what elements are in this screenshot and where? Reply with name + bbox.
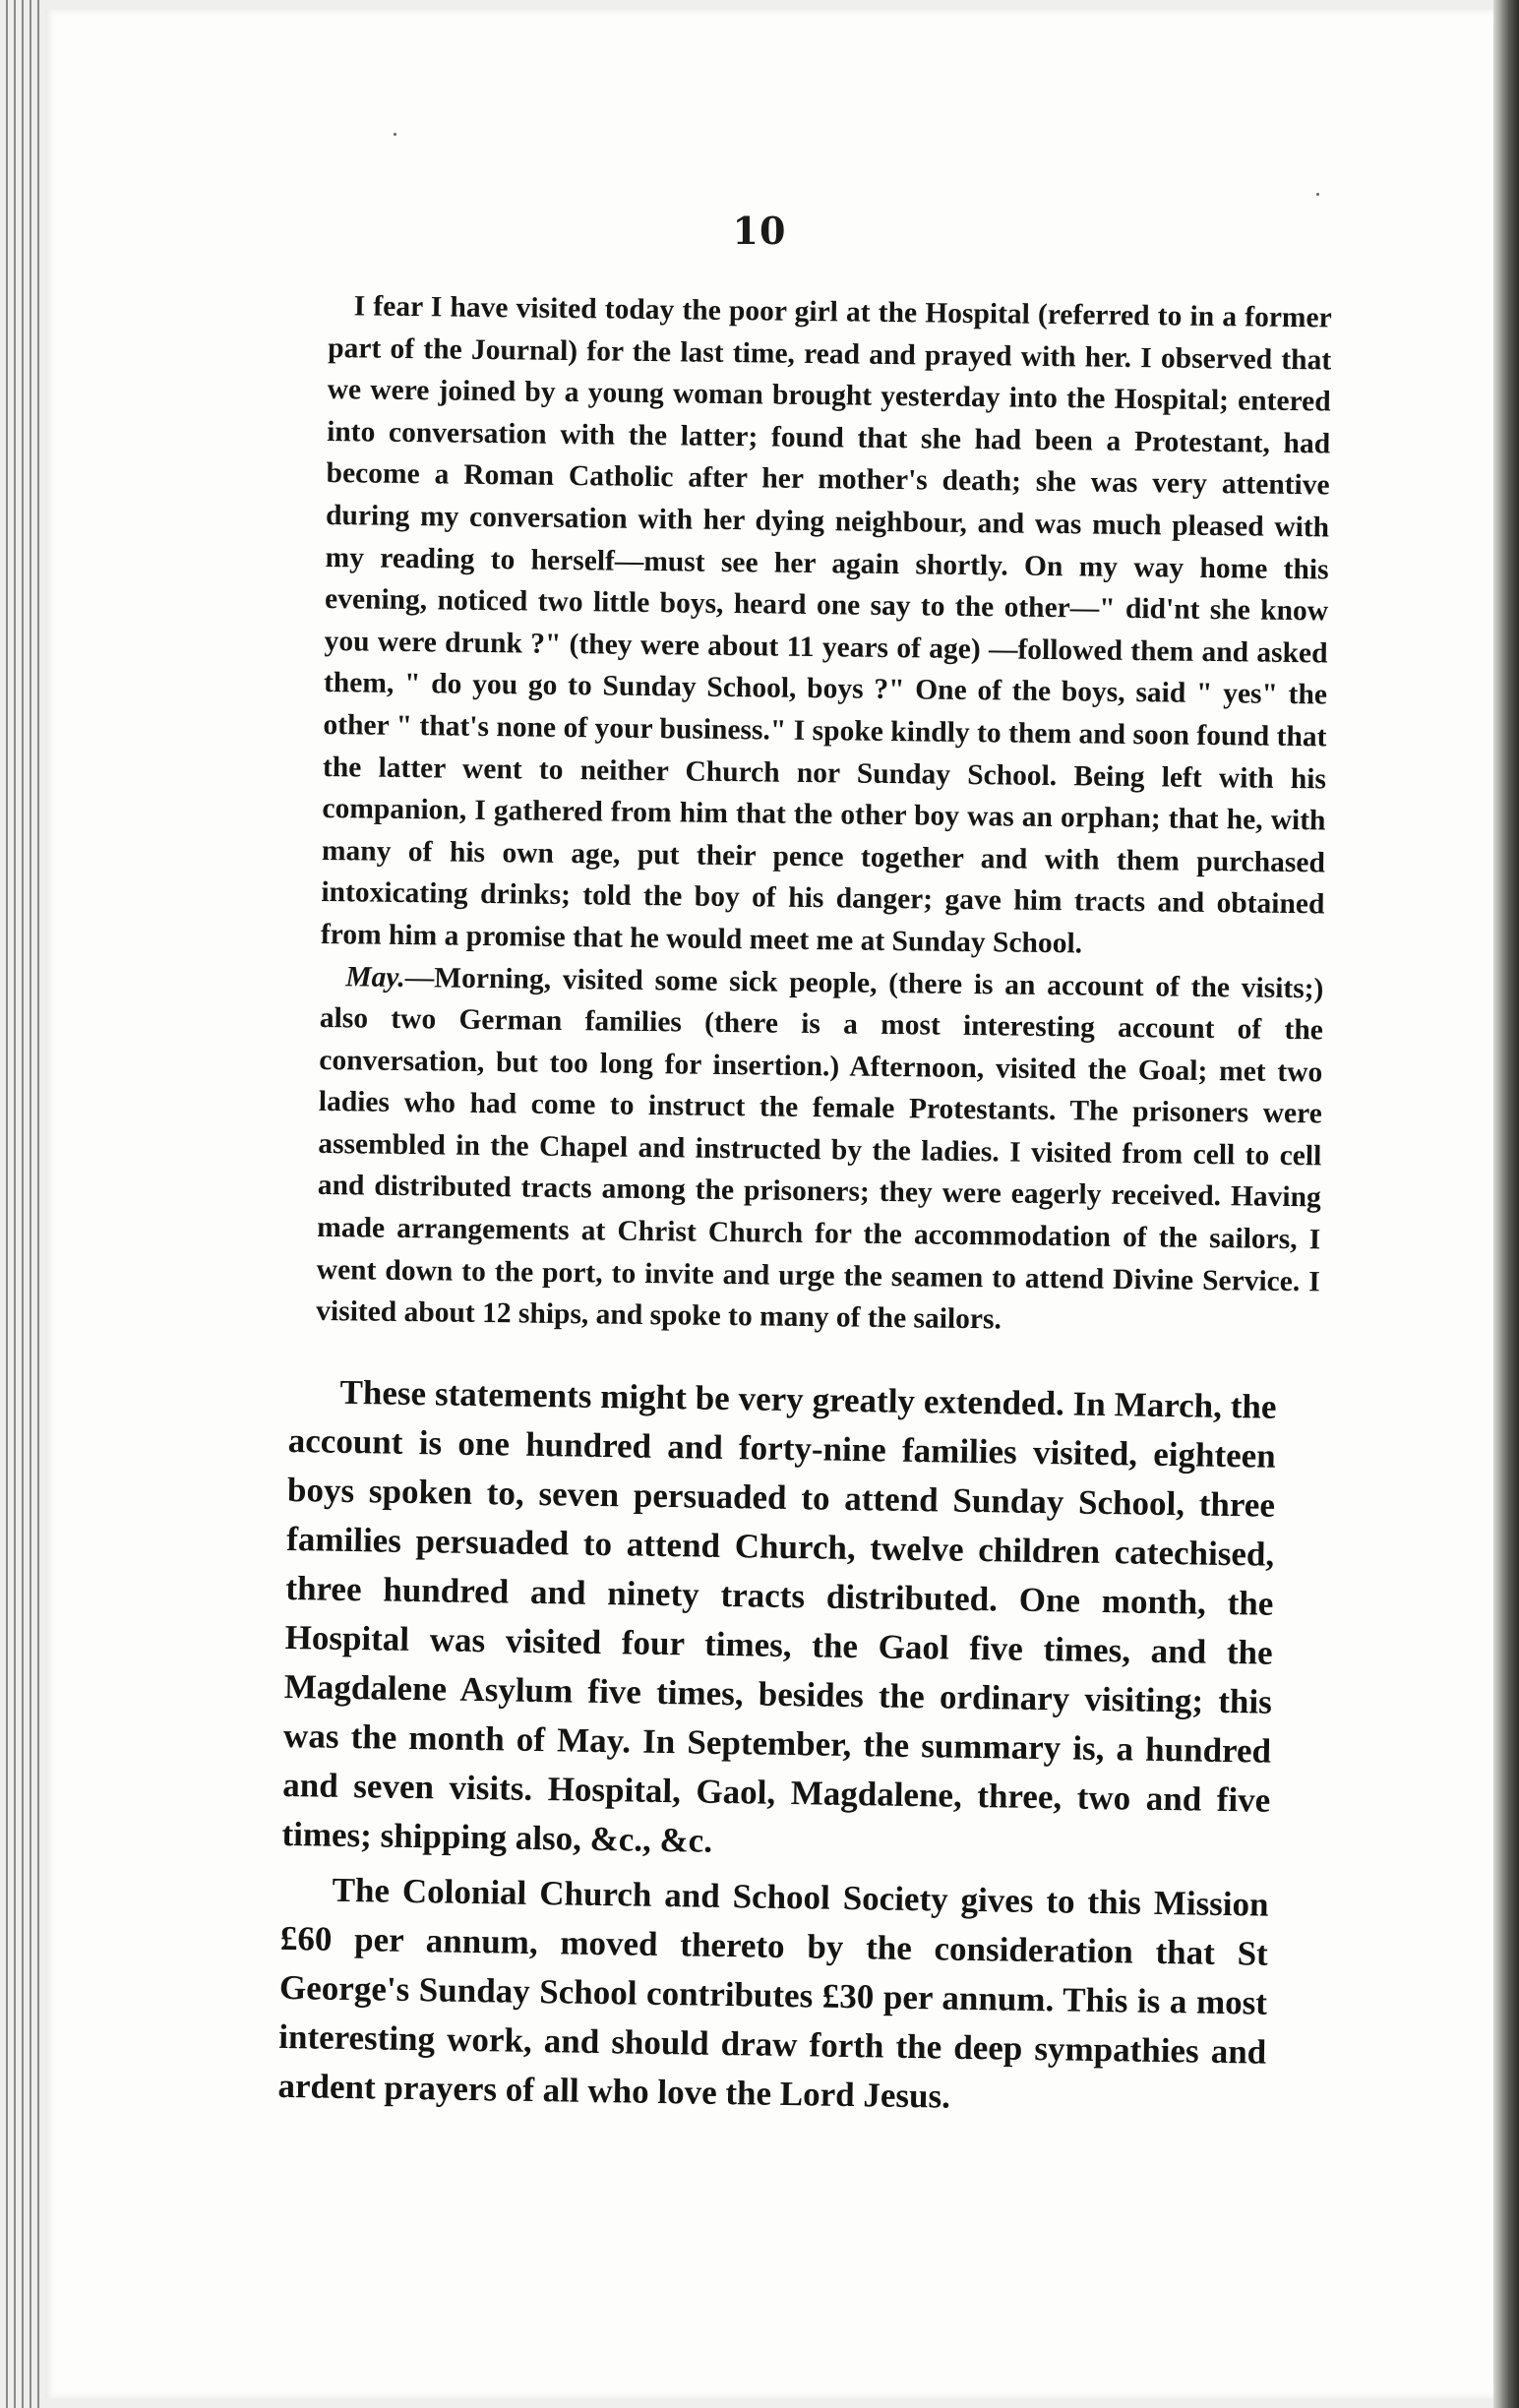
page-number: 10 xyxy=(732,209,787,253)
journal-entry: I fear I have visited today the poor girl at the Hospital (referred to in a former part of the Journal) for the last time, read and prayed with her. I observed that we were joined by a young woman brought yesterday into the Hospital; entered into conversation with the latter; found that she had been a Protestant, had become a Roman Catholic after her mother's death; she was very attentive during my conversation with her dying neighbour, and was much pleased with my reading to herself—must see her again shortly. On my way home this evening, noticed two little boys, heard one say to the other—" did'nt she know you were drunk ?" (they were about 11 years of age) —followed them and asked them, " do you go to Sunday School, boys ?" One of the boys, said " yes" the other " that's none of your business." I spoke kindly to them and soon found that the latter went to neither Church nor Sunday School. Being left with his companion, I gathered from him that the other boy was an orphan; that he, with many of his own age, put their pence together and with them purchased intoxicating drinks; told the boy of his danger; gave him tracts and obtained from him a promise that he would meet me at Sunday School. xyxy=(320,290,1332,960)
journal-entry-text: —Morning, visited some sick people, (there is an account of the visits;) also two German families (there is a most interesting account of the conversation, but too long for insertion.) Afternoon, visited the Goal; met two ladies who had come to instruct the female Protestants. The prisoners were assembled in the Chapel and instructed by the ladies. I visited from cell to cell and distributed tracts among the prisoners; they were eagerly received. Having made arrangements at Christ Church for the accommodation of the sailors, I went down to the port, to invite and urge the seamen to attend Divine Service. I visited about 12 ships, and spoke to many of the sailors. xyxy=(316,961,1324,1336)
page-edge-line xyxy=(22,0,24,2408)
journal-extract xyxy=(316,285,1332,1345)
paper-speck xyxy=(394,133,396,136)
paper-speck xyxy=(1316,193,1319,196)
page-edge-line xyxy=(6,0,8,2408)
journal-month-label: May. xyxy=(345,960,405,993)
page-edge-line xyxy=(37,0,39,2408)
commentary xyxy=(277,1367,1277,2127)
binding-shadow xyxy=(1493,0,1519,2408)
page-edge-line xyxy=(30,0,31,2408)
commentary-paragraph: The Colonial Church and School Society gives to this Mission £60 per annum, moved thereto by the consideration that St George's Sunday School contributes £30 per annum. This is a most interesting work, and should draw forth the deep sympathies and ardent prayers of all who love the Lord Jesus. xyxy=(277,1870,1269,2116)
page-edge-line xyxy=(14,0,16,2408)
journal-entry-may xyxy=(316,955,1324,1345)
commentary-paragraph: These statements might be very greatly extended. In March, the account is one hundred and forty-nine families visited, eighteen boys spoken to, seven persuaded to attend Sunday School, three families persuaded to attend Church, twelve children catechised, three hundred and ninety tracts distributed. One month, the Hospital was visited four times, the Gaol five times, and the Magdalene Asylum five times, besides the ordinary visiting; this was the month of May. In September, the summary is, a hundred and seven visits. Hospital, Gaol, Magdalene, three, two and five times; shipping also, &c., &c. xyxy=(281,1372,1277,1860)
